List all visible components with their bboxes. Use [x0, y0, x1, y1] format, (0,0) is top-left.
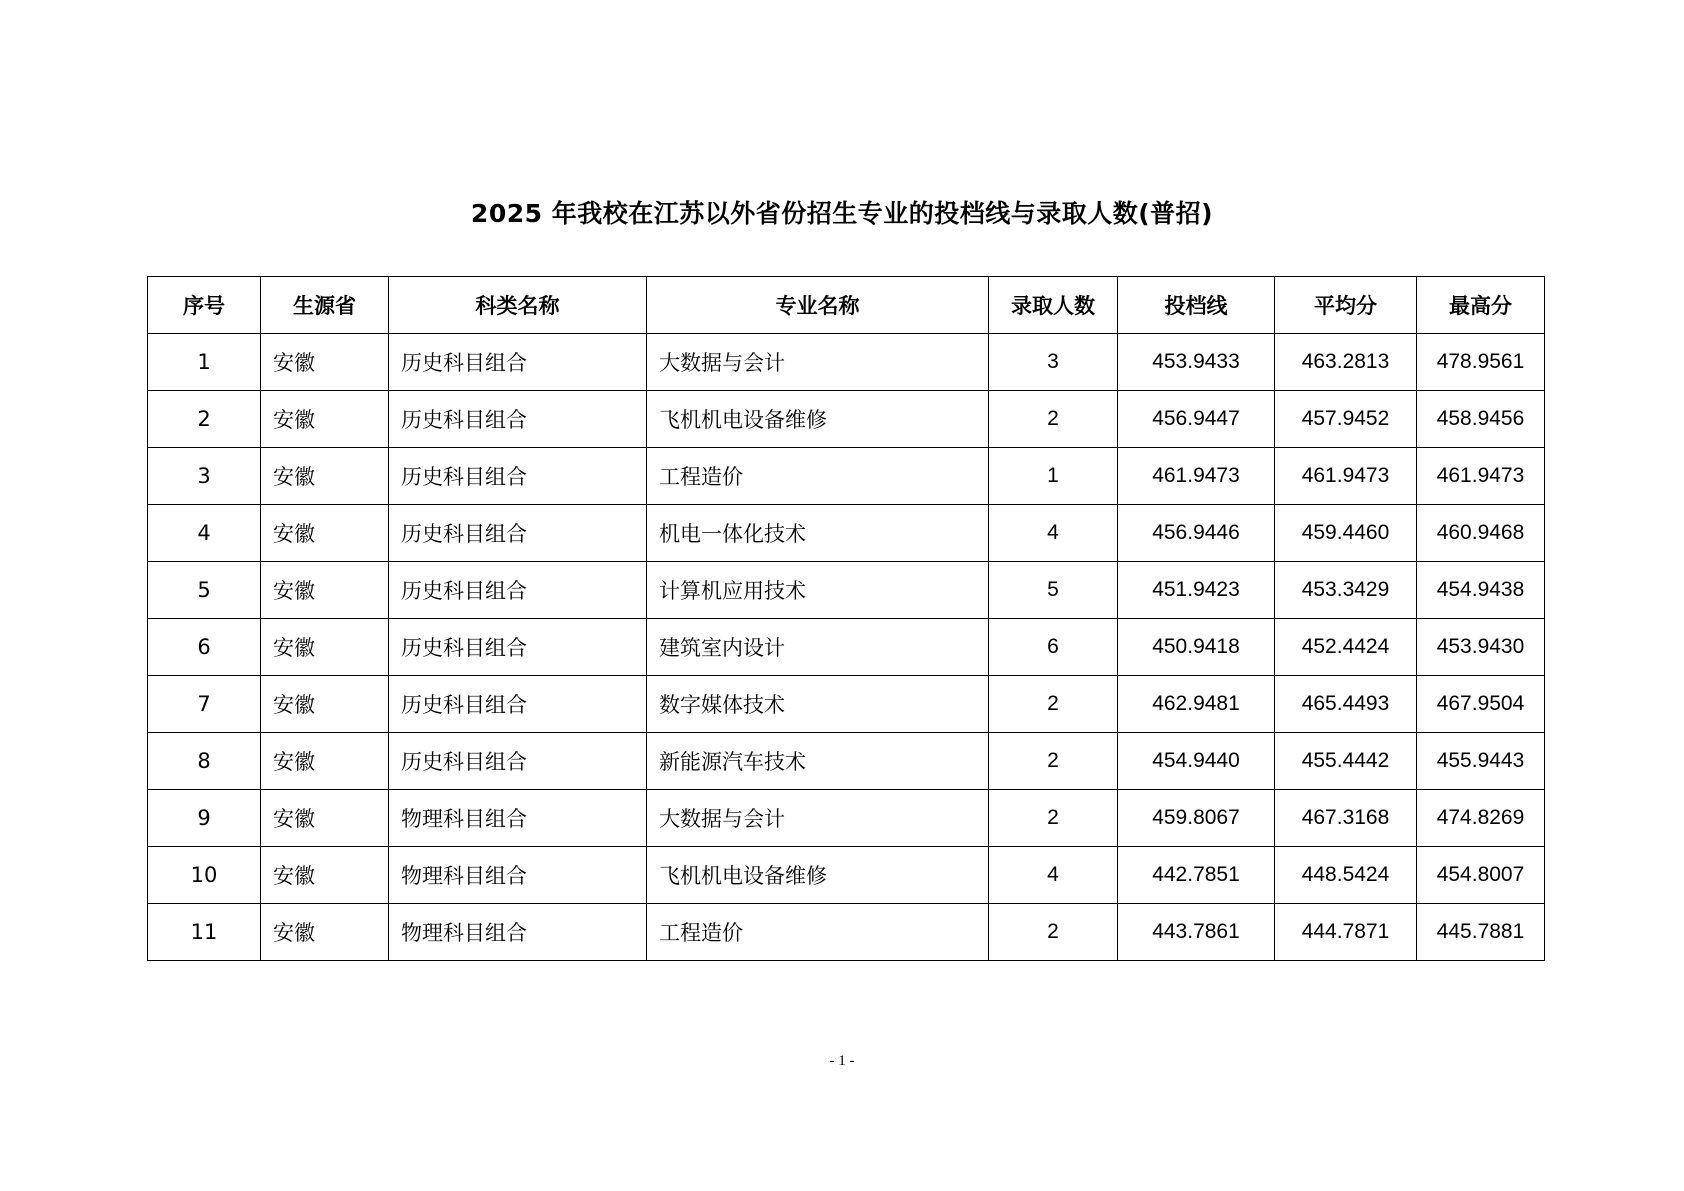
cell-average-score: 457.9452	[1275, 391, 1417, 448]
table-row	[148, 619, 1545, 676]
page-number: - 1 -	[829, 1053, 855, 1069]
cell-admitted-count: 2	[989, 790, 1118, 847]
col-header-average-score: 平均分	[1275, 277, 1417, 334]
cell-province: 安徽	[261, 562, 389, 619]
cell-average-score: 465.4493	[1275, 676, 1417, 733]
cell-category: 历史科目组合	[389, 448, 647, 505]
cell-highest-score: 454.9438	[1417, 562, 1545, 619]
col-header-category: 科类名称	[389, 277, 647, 334]
col-header-admitted-count: 录取人数	[989, 277, 1118, 334]
cell-province: 安徽	[261, 619, 389, 676]
table-row	[148, 676, 1545, 733]
cell-cutoff-score: 462.9481	[1118, 676, 1275, 733]
table-header	[148, 277, 1545, 334]
cell-admitted-count: 2	[989, 733, 1118, 790]
cell-index: 1	[148, 334, 261, 391]
cell-major: 工程造价	[647, 448, 989, 505]
cell-province: 安徽	[261, 847, 389, 904]
cell-admitted-count: 2	[989, 676, 1118, 733]
cell-highest-score: 455.9443	[1417, 733, 1545, 790]
cell-province: 安徽	[261, 505, 389, 562]
cell-admitted-count: 2	[989, 391, 1118, 448]
cell-average-score: 463.2813	[1275, 334, 1417, 391]
cell-highest-score: 467.9504	[1417, 676, 1545, 733]
cell-admitted-count: 4	[989, 505, 1118, 562]
cell-category: 历史科目组合	[389, 619, 647, 676]
table-row	[148, 505, 1545, 562]
cell-average-score: 461.9473	[1275, 448, 1417, 505]
table-body	[148, 334, 1545, 961]
cell-average-score: 467.3168	[1275, 790, 1417, 847]
cell-index: 7	[148, 676, 261, 733]
cell-major: 建筑室内设计	[647, 619, 989, 676]
cell-highest-score: 461.9473	[1417, 448, 1545, 505]
cell-highest-score: 445.7881	[1417, 904, 1545, 961]
cell-admitted-count: 5	[989, 562, 1118, 619]
cell-category: 历史科目组合	[389, 733, 647, 790]
table-row	[148, 448, 1545, 505]
cell-cutoff-score: 456.9446	[1118, 505, 1275, 562]
cell-cutoff-score: 453.9433	[1118, 334, 1275, 391]
cell-average-score: 452.4424	[1275, 619, 1417, 676]
cell-province: 安徽	[261, 790, 389, 847]
col-header-cutoff-score: 投档线	[1118, 277, 1275, 334]
cell-average-score: 453.3429	[1275, 562, 1417, 619]
cell-province: 安徽	[261, 676, 389, 733]
table-row	[148, 391, 1545, 448]
cell-cutoff-score: 456.9447	[1118, 391, 1275, 448]
cell-admitted-count: 2	[989, 904, 1118, 961]
cell-index: 9	[148, 790, 261, 847]
cell-category: 历史科目组合	[389, 334, 647, 391]
cell-admitted-count: 6	[989, 619, 1118, 676]
cell-index: 10	[148, 847, 261, 904]
col-header-index: 序号	[148, 277, 261, 334]
cell-category: 物理科目组合	[389, 790, 647, 847]
cell-highest-score: 453.9430	[1417, 619, 1545, 676]
cell-major: 机电一体化技术	[647, 505, 989, 562]
col-header-province: 生源省	[261, 277, 389, 334]
cell-admitted-count: 1	[989, 448, 1118, 505]
cell-admitted-count: 3	[989, 334, 1118, 391]
table-row	[148, 904, 1545, 961]
cell-average-score: 459.4460	[1275, 505, 1417, 562]
cell-cutoff-score: 450.9418	[1118, 619, 1275, 676]
cell-major: 计算机应用技术	[647, 562, 989, 619]
cell-admitted-count: 4	[989, 847, 1118, 904]
cell-major: 新能源汽车技术	[647, 733, 989, 790]
page-title: 2025 年我校在江苏以外省份招生专业的投档线与录取人数(普招)	[470, 199, 1214, 228]
col-header-major: 专业名称	[647, 277, 989, 334]
cell-highest-score: 474.8269	[1417, 790, 1545, 847]
cell-province: 安徽	[261, 334, 389, 391]
cell-major: 大数据与会计	[647, 334, 989, 391]
cell-province: 安徽	[261, 904, 389, 961]
cell-province: 安徽	[261, 733, 389, 790]
cell-cutoff-score: 454.9440	[1118, 733, 1275, 790]
cell-cutoff-score: 442.7851	[1118, 847, 1275, 904]
cell-index: 4	[148, 505, 261, 562]
cell-province: 安徽	[261, 391, 389, 448]
cell-cutoff-score: 443.7861	[1118, 904, 1275, 961]
cell-index: 11	[148, 904, 261, 961]
table-row	[148, 847, 1545, 904]
table-row	[148, 790, 1545, 847]
cell-category: 历史科目组合	[389, 391, 647, 448]
cell-index: 8	[148, 733, 261, 790]
cell-cutoff-score: 461.9473	[1118, 448, 1275, 505]
cell-major: 飞机机电设备维修	[647, 847, 989, 904]
cell-category: 物理科目组合	[389, 904, 647, 961]
table-row	[148, 562, 1545, 619]
col-header-highest-score: 最高分	[1417, 277, 1545, 334]
cell-highest-score: 460.9468	[1417, 505, 1545, 562]
cell-highest-score: 454.8007	[1417, 847, 1545, 904]
cell-average-score: 455.4442	[1275, 733, 1417, 790]
cell-index: 6	[148, 619, 261, 676]
cell-major: 工程造价	[647, 904, 989, 961]
cell-category: 历史科目组合	[389, 562, 647, 619]
cell-province: 安徽	[261, 448, 389, 505]
cell-major: 飞机机电设备维修	[647, 391, 989, 448]
cell-category: 历史科目组合	[389, 676, 647, 733]
cell-average-score: 448.5424	[1275, 847, 1417, 904]
cell-index: 5	[148, 562, 261, 619]
table-row	[148, 334, 1545, 391]
cell-average-score: 444.7871	[1275, 904, 1417, 961]
cell-index: 2	[148, 391, 261, 448]
cell-category: 历史科目组合	[389, 505, 647, 562]
cell-highest-score: 478.9561	[1417, 334, 1545, 391]
cell-category: 物理科目组合	[389, 847, 647, 904]
cell-cutoff-score: 451.9423	[1118, 562, 1275, 619]
cell-major: 数字媒体技术	[647, 676, 989, 733]
header-row	[148, 277, 1545, 334]
table-row	[148, 733, 1545, 790]
admission-table	[147, 276, 1545, 961]
cell-cutoff-score: 459.8067	[1118, 790, 1275, 847]
cell-index: 3	[148, 448, 261, 505]
cell-major: 大数据与会计	[647, 790, 989, 847]
cell-highest-score: 458.9456	[1417, 391, 1545, 448]
